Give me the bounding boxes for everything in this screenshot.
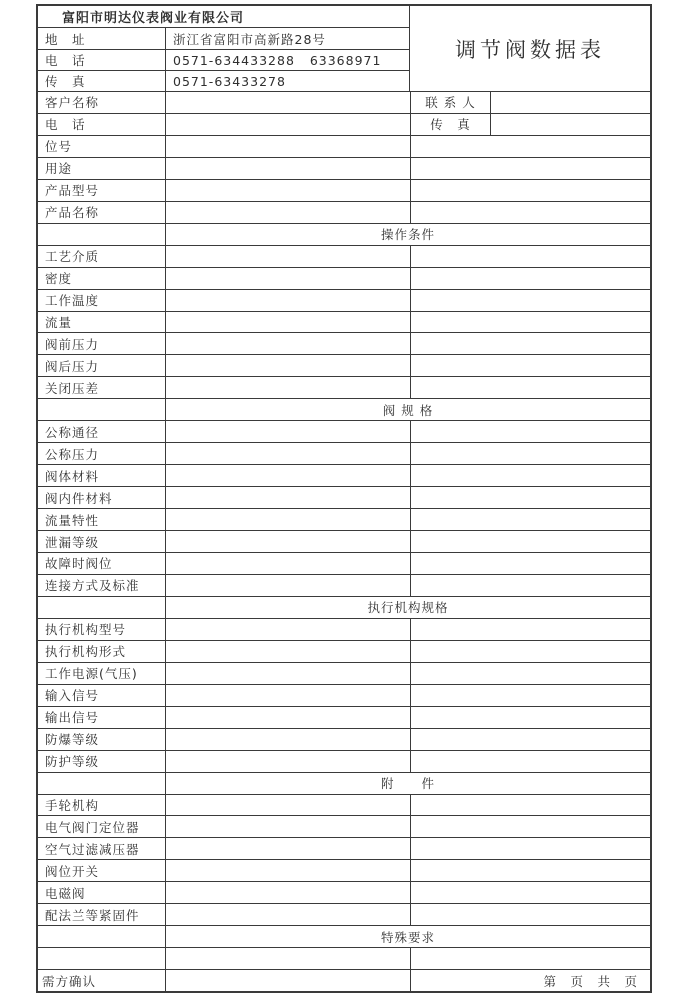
table-row [38,421,650,443]
section-label-spacer [38,926,166,947]
value-cell [491,114,650,135]
fax-row [38,70,409,91]
page-indicator: 第 页 共 页 [543,973,638,989]
value-cell [166,290,411,311]
section-header-row [38,597,650,619]
table-row [38,443,650,465]
value-cell [166,421,411,442]
value-cell [166,114,411,135]
value-cell [166,619,411,640]
value-cell [411,509,650,530]
value-cell [166,882,411,903]
section-title: 特殊要求 [380,929,435,945]
table-row [38,663,650,685]
section-header-row [38,926,650,948]
section-title: 附 件 [380,776,435,792]
value-cell [411,663,650,684]
row-label [38,948,166,969]
row-label: 流量特性 [38,509,166,530]
value-cell [166,443,411,464]
value-cell [411,531,650,552]
row-label: 公称通径 [38,421,166,442]
value-cell [166,838,411,859]
row-label: 输入信号 [38,685,166,706]
value-cell [411,246,650,267]
value-cell [166,575,411,596]
value-cell [166,377,411,398]
row-label: 连接方式及标准 [38,575,166,596]
table-row [38,795,650,817]
value-cell [166,729,411,750]
section-label-spacer [38,597,166,618]
row-label: 泄漏等级 [38,531,166,552]
section-header-row [38,773,650,795]
table-row [38,114,650,136]
value-cell [166,816,411,837]
row-label: 防爆等级 [38,729,166,750]
datasheet-rows [38,92,650,991]
row-label: 阀体材料 [38,465,166,486]
table-row [38,531,650,553]
valve-datasheet-table [36,4,652,993]
value-cell [166,333,411,354]
table-row [38,685,650,707]
table-row [38,948,650,970]
section-label-spacer [38,224,166,245]
supplier-info-block [38,6,410,91]
value-cell [166,860,411,881]
row-label: 阀位开关 [38,860,166,881]
value-cell [411,443,650,464]
value-cell [411,312,650,333]
fax-value: 0571-63433278 [166,70,409,91]
value-cell [166,751,411,772]
row-label: 产品型号 [38,180,166,201]
table-row [38,290,650,312]
value-cell [411,465,650,486]
table-row [38,92,650,114]
table-row [38,246,650,268]
row-label: 执行机构形式 [38,641,166,662]
value-cell [411,202,650,223]
table-row [38,619,650,641]
value-cell [411,355,650,376]
table-row [38,377,650,399]
value-cell [411,882,650,903]
value-cell [411,904,650,925]
value-cell [166,180,411,201]
table-row [38,158,650,180]
row-label: 工作电源(气压) [38,663,166,684]
table-row [38,860,650,882]
value-cell [411,333,650,354]
value-cell [411,795,650,816]
value-cell [166,355,411,376]
value-cell [411,268,650,289]
value-cell [166,795,411,816]
value-cell [411,948,650,969]
section-label-spacer [38,399,166,420]
value-cell [411,838,650,859]
value-cell [411,707,650,728]
table-row [38,333,650,355]
value-cell [411,860,650,881]
table-row [38,487,650,509]
table-row [38,465,650,487]
table-row [38,970,650,991]
row-label: 工艺介质 [38,246,166,267]
row-label-secondary: 传 真 [411,114,491,135]
table-row [38,882,650,904]
row-label: 手轮机构 [38,795,166,816]
value-cell [166,312,411,333]
row-label: 流量 [38,312,166,333]
value-cell [411,290,650,311]
section-title: 阀 规 格 [382,402,434,418]
row-label: 位号 [38,136,166,157]
value-cell [411,421,650,442]
table-row [38,575,650,597]
company-name: 富阳市明达仪表阀业有限公司 [38,6,409,28]
value-cell [166,707,411,728]
confirmation-label: 需方确认 [38,970,166,991]
table-row [38,553,650,575]
phone-label: 电 话 [38,49,166,70]
section-header-row [38,399,650,421]
row-label: 客户名称 [38,92,166,113]
row-label: 公称压力 [38,443,166,464]
table-row [38,816,650,838]
table-row [38,641,650,663]
table-row [38,312,650,334]
row-label: 防护等级 [38,751,166,772]
row-label: 执行机构型号 [38,619,166,640]
row-label: 工作温度 [38,290,166,311]
value-cell [166,641,411,662]
value-cell [491,92,650,113]
row-label: 关闭压差 [38,377,166,398]
table-row [38,136,650,158]
value-cell [166,136,411,157]
value-cell [166,92,411,113]
value-cell [411,180,650,201]
section-label-spacer [38,773,166,794]
value-cell [411,553,650,574]
table-row [38,509,650,531]
value-cell [411,136,650,157]
value-cell [411,751,650,772]
row-label: 阀前压力 [38,333,166,354]
row-label: 阀后压力 [38,355,166,376]
value-cell [166,268,411,289]
table-row [38,838,650,860]
value-cell [411,158,650,179]
row-label: 配法兰等紧固件 [38,904,166,925]
row-label: 电 话 [38,114,166,135]
address-value: 浙江省富阳市高新路28号 [173,31,326,47]
value-cell [411,641,650,662]
value-cell [411,685,650,706]
value-cell [166,531,411,552]
value-cell [166,465,411,486]
value-cell [166,663,411,684]
value-cell [166,509,411,530]
row-label: 产品名称 [38,202,166,223]
value-cell [166,158,411,179]
table-row [38,904,650,926]
table-row [38,729,650,751]
value-cell [166,685,411,706]
value-cell [166,948,411,969]
phone-row [38,49,409,70]
row-label-secondary: 联 系 人 [411,92,491,113]
datasheet-header [38,6,650,92]
row-label: 电磁阀 [38,882,166,903]
value-cell [411,377,650,398]
value-cell [411,729,650,750]
row-label: 故障时阀位 [38,553,166,574]
table-row [38,180,650,202]
table-row [38,355,650,377]
address-label: 地 址 [38,28,166,49]
value-cell [166,246,411,267]
fax-label: 传 真 [38,70,166,91]
phone-value: 0571-634433288 63368971 [166,49,409,70]
value-cell [166,487,411,508]
section-header-row [38,224,650,246]
row-label: 电气阀门定位器 [38,816,166,837]
value-cell [166,202,411,223]
form-title: 调节阀数据表 [455,37,605,62]
value-cell [166,970,411,991]
table-row [38,202,650,224]
value-cell [411,816,650,837]
section-title: 操作条件 [380,227,435,243]
row-label: 空气过滤减压器 [38,838,166,859]
row-label: 密度 [38,268,166,289]
section-title: 执行机构规格 [367,600,449,616]
value-cell [411,619,650,640]
value-cell [411,575,650,596]
value-cell [166,553,411,574]
row-label: 输出信号 [38,707,166,728]
row-label: 用途 [38,158,166,179]
row-label: 阀内件材料 [38,487,166,508]
value-cell [166,904,411,925]
address-row [38,28,409,49]
value-cell [411,487,650,508]
table-row [38,268,650,290]
table-row [38,751,650,773]
table-row [38,707,650,729]
